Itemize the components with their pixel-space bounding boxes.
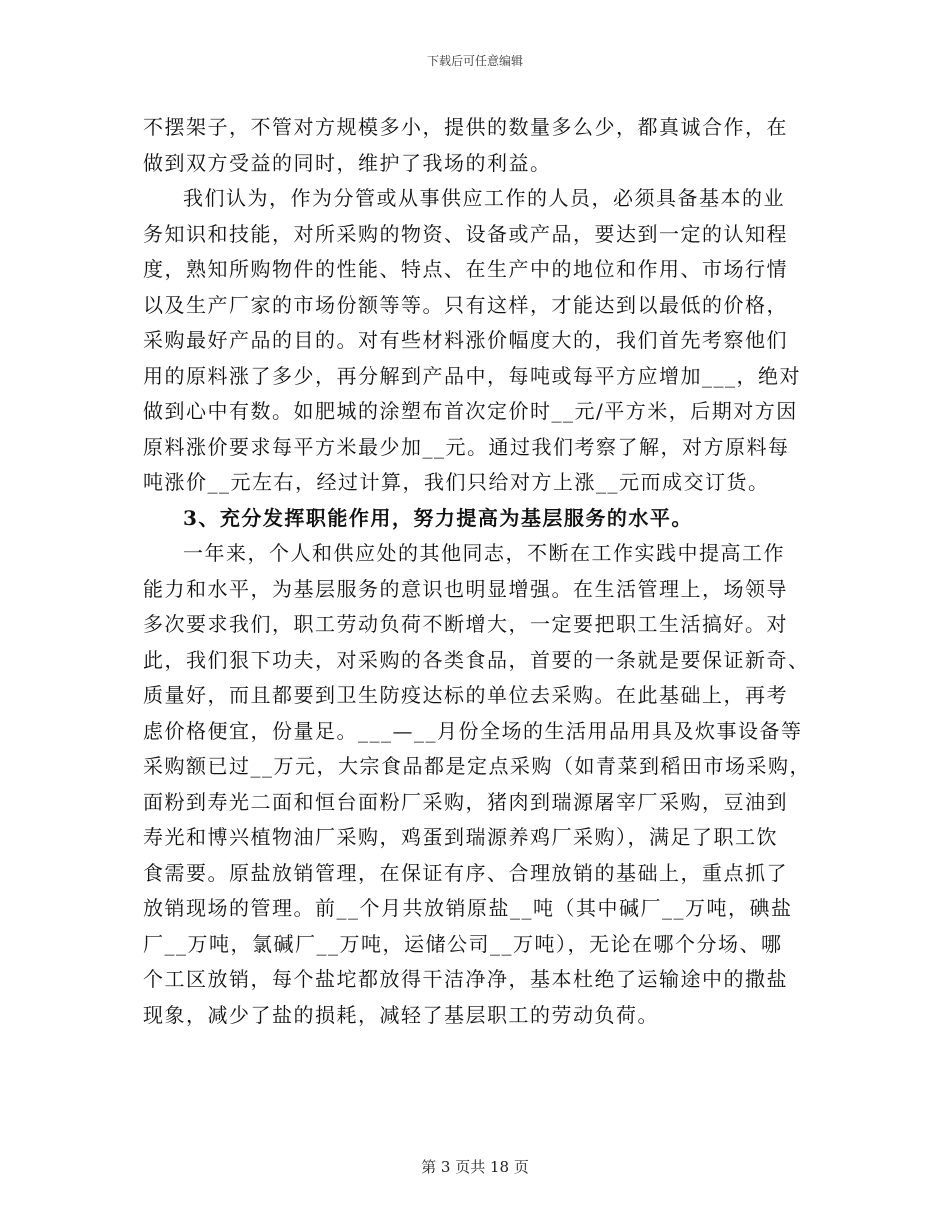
body-line: 做到双方受益的同时，维护了我场的利益。	[143, 150, 552, 175]
body-line: 以及生产厂家的市场份额等等。只有这样，才能达到以最低的价格，	[143, 292, 788, 317]
body-line: 现象，减少了盐的损耗，减轻了基层职工的劳动负荷。	[143, 1002, 659, 1027]
document-body	[143, 110, 811, 1033]
body-line: 虑价格便宜，份量足。___—__月份全场的生活用品用具及炊事设备等	[143, 718, 803, 743]
paragraph-start-line: 我们认为，作为分管或从事供应工作的人员，必须具备基本的业	[183, 186, 785, 210]
body-line: 厂__万吨，氯碱厂__万吨，运储公司__万吨），无论在哪个分场、哪	[143, 931, 783, 956]
body-line: 能力和水平，为基层服务的意识也明显增强。在生活管理上，场领导	[143, 576, 788, 601]
body-line: 务知识和技能，对所采购的物资、设备或产品，要达到一定的认知程	[143, 221, 788, 246]
section-heading: 3、充分发挥职能作用，努力提高为基层服务的水平。	[183, 505, 693, 530]
body-line: 吨涨价__元左右，经过计算，我们只给对方上涨__元而成交订货。	[143, 470, 770, 494]
body-line: 食需要。原盐放销管理，在保证有序、合理放销的基础上，重点抓了	[143, 860, 788, 885]
body-line: 度，熟知所购物件的性能、特点、在生产中的地位和作用、市场行情	[143, 257, 788, 281]
page-header: 下载后可任意编辑	[426, 54, 523, 68]
paragraph-start-line: 一年来，个人和供应处的其他同志，不断在工作实践中提高工作	[183, 541, 785, 565]
body-line: 采购额已过__万元，大宗食品都是定点采购（如青菜到稻田市场采购，	[143, 754, 811, 778]
body-line: 不摆架子，不管对方规模多小，提供的数量多么少，都真诚合作，在	[143, 115, 788, 139]
body-line: 质量好，而且都要到卫生防疫达标的单位去采购。在此基础上，再考	[143, 683, 788, 707]
page-footer: 第 3 页共 18 页	[421, 1158, 529, 1176]
body-line: 做到心中有数。如肥城的涂塑布首次定价时__元/平方米，后期对方因	[143, 399, 798, 423]
body-line: 面粉到寿光二面和恒台面粉厂采购，猪肉到瑞源屠宰厂采购，豆油到	[143, 789, 788, 814]
body-line: 用的原料涨了多少，再分解到产品中，每吨或每平方应增加___，绝对	[143, 363, 801, 388]
body-line: 放销现场的管理。前__个月共放销原盐__吨（其中碱厂__万吨，碘盐	[143, 896, 793, 920]
body-line: 个工区放销，每个盐坨都放得干洁净净，基本杜绝了运输途中的撒盐	[143, 967, 788, 991]
body-line: 此，我们狠下功夫，对采购的各类食品，首要的一条就是要保证新奇、	[143, 647, 810, 672]
body-line: 多次要求我们，职工劳动负荷不断增大，一定要把职工生活搞好。对	[143, 612, 788, 636]
body-line: 寿光和博兴植物油厂采购，鸡蛋到瑞源养鸡厂采购），满足了职工饮	[143, 825, 778, 849]
body-line: 采购最好产品的目的。对有些材料涨价幅度大的，我们首先考察他们	[143, 328, 788, 352]
body-line: 原料涨价要求每平方米最少加__元。通过我们考察了解，对方原料每	[143, 434, 790, 459]
